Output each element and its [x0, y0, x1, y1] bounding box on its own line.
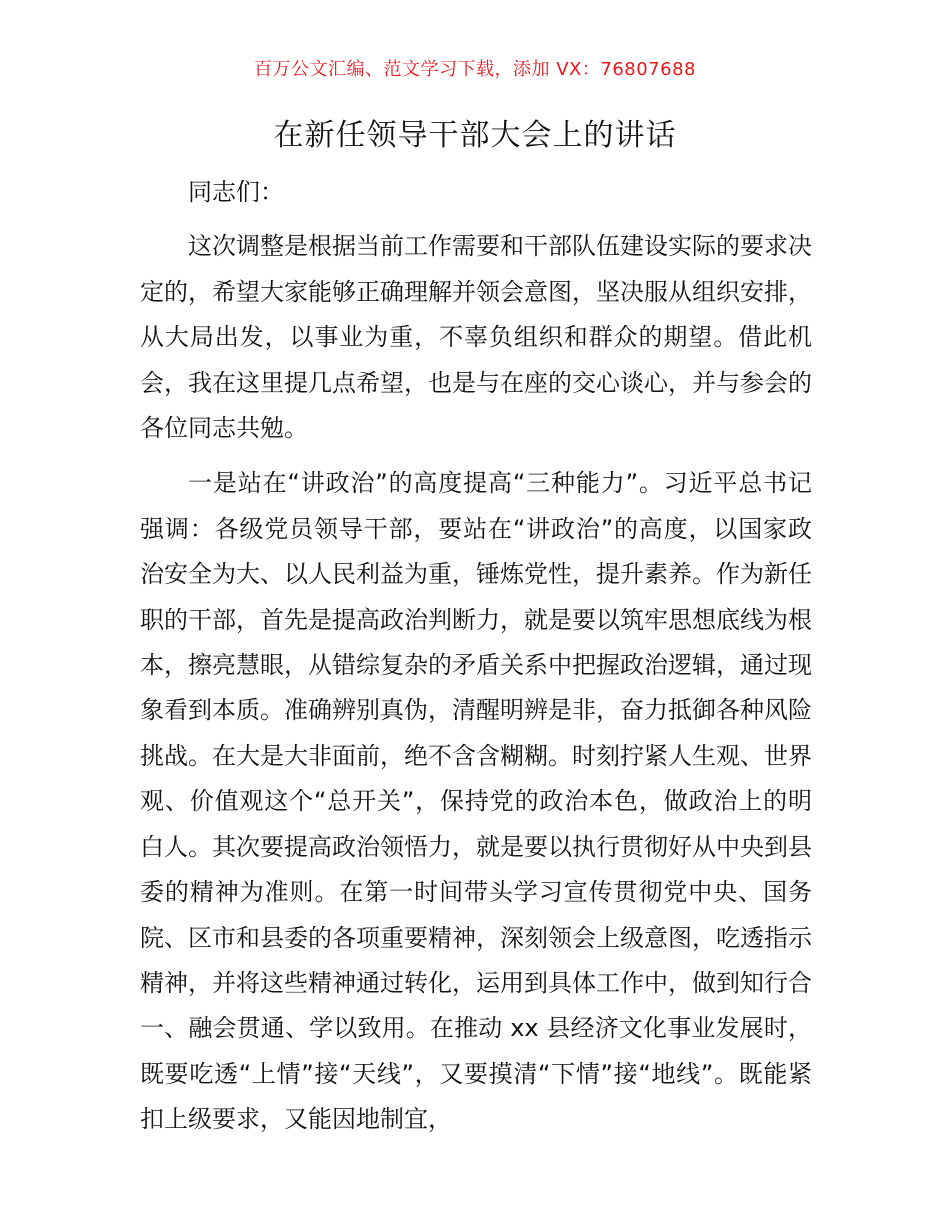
salutation: 同志们：: [188, 178, 284, 206]
document-title: 在新任领导干部大会上的讲话: [273, 118, 677, 153]
paragraph: 一是站在“讲政治”的高度提高“三种能力”。习近平总书记强调：各级党员领导干部，要站在“讲政治”的高度，以国家政治安全为大、以人民利益为重，锤炼党性，提升素养。作为新任职的干部，首先是提高政治判断力，就是要以筑牢思想底线为根本，擦亮慧眼，从错综复杂的矛盾关系中把握政治逻辑，通过现象看到本质。准确辨别真伪，清醒明辨是非，奋力抵御各种风险挑战。在大是大非面前，绝不含含糊糊。时刻拧紧人生观、世界观、价值观这个“总开关”，保持党的政治本色，做政治上的明白人。其次要提高政治领悟力，就是要以执行贯彻好从中央到县委的精神为准则。在第一时间带头学习宣传贯彻党中央、国务院、区市和县委的各项重要精神，深刻领会上级意图，吃透指示精神，并将这些精神通过转化，运用到具体工作中，做到知行合一、融会贯通、学以致用。在推动 xx 县经济文化事业发展时，既要吃透“上情”接“天线”，又要摸清“下情”接“地线”。既能紧扣上级要求，又能因地制宜，: [140, 469, 812, 1134]
watermark-banner: 百万公文汇编、范文学习下载，添加 VX：76807688: [254, 59, 696, 80]
paragraph: 这次调整是根据当前工作需要和干部队伍建设实际的要求决定的，希望大家能够正确理解并领会意图，坚决服从组织安排，从大局出发，以事业为重，不辜负组织和群众的期望。借此机会，我在这里提几点希望，也是与在座的交心谈心，并与参会的各位同志共勉。: [140, 232, 812, 443]
document-body: [140, 170, 812, 1143]
